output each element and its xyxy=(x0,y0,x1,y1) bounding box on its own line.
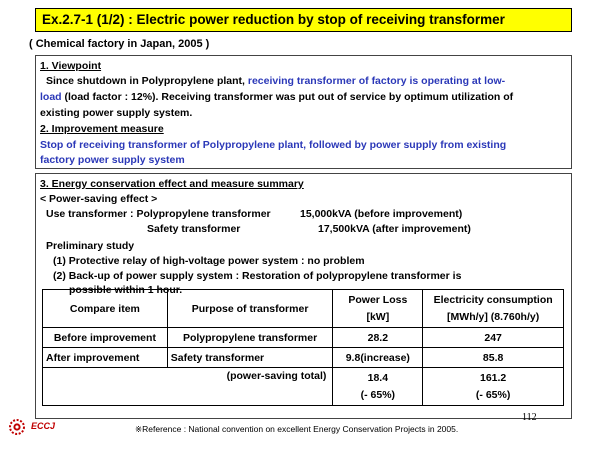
row-compare-item: Before improvement xyxy=(43,328,168,348)
total-power-loss-pct: (- 65%) xyxy=(360,388,396,401)
row-purpose: Safety transformer xyxy=(167,348,333,368)
viewpoint-line-2-black: (load factor : 12%). Receiving transformer was put out of service by optimum utilization of xyxy=(61,91,514,103)
row-purpose: Polypropylene transformer xyxy=(167,328,333,348)
power-saving-heading: < Power-saving effect > xyxy=(40,193,158,205)
header-consumption-unit: [MWh/y] (8.760h/y) xyxy=(447,310,540,323)
header-consumption xyxy=(423,290,564,328)
eccj-logo-icon xyxy=(7,417,27,437)
viewpoint-line-3: existing power supply system. xyxy=(40,107,193,119)
table-header-row xyxy=(43,290,564,328)
use-transformer-label: Use transformer : Polypropylene transformer xyxy=(46,208,271,220)
comparison-table xyxy=(42,289,564,406)
page-number: 112 xyxy=(522,412,537,423)
row-consumption: 85.8 xyxy=(423,348,564,368)
header-compare-item: Compare item xyxy=(43,290,168,328)
improvement-line-2: factory power supply system xyxy=(40,154,185,166)
improvement-heading: 2. Improvement measure xyxy=(40,123,164,135)
table-row xyxy=(43,348,564,368)
header-power-loss-title: Power Loss xyxy=(348,293,408,306)
preliminary-item-2-cont: possible within 1 hour. xyxy=(69,284,183,296)
header-power-loss-unit: [kW] xyxy=(366,310,390,323)
row-consumption: 247 xyxy=(423,328,564,348)
total-power-loss-value: 18.4 xyxy=(367,371,389,384)
page-title: Ex.2.7-1 (1/2) : Electric power reduction by stop of receiving transformer xyxy=(35,8,572,32)
table-row xyxy=(43,328,564,348)
total-consumption xyxy=(423,368,564,406)
improvement-line-1: Stop of receiving transformer of Polypropylene plant, followed by power supply from existing xyxy=(40,139,507,151)
reference-note: ※Reference : National convention on excellent Energy Conservation Projects in 2005. xyxy=(135,424,459,434)
row-compare-item: After improvement xyxy=(43,348,168,368)
preliminary-item-2: (2) Back-up of power supply system : Restoration of polypropylene transformer is xyxy=(53,270,462,282)
total-consumption-value: 161.2 xyxy=(480,371,507,384)
total-consumption-pct: (- 65%) xyxy=(475,388,511,401)
logo-text: ECCJ xyxy=(31,421,56,431)
viewpoint-line-1-blue: receiving transformer of factory is operating at low- xyxy=(247,75,506,87)
row-power-loss: 9.8(increase) xyxy=(333,348,423,368)
preliminary-heading: Preliminary study xyxy=(46,240,135,252)
header-consumption-title: Electricity consumption xyxy=(433,293,553,306)
viewpoint-line-1-black: Since shutdown in Polypropylene plant, xyxy=(46,75,248,87)
use-transformer-value: 15,000kVA (before improvement) xyxy=(300,208,463,220)
row-power-loss: 28.2 xyxy=(333,328,423,348)
page-subtitle: ( Chemical factory in Japan, 2005 ) xyxy=(29,38,210,50)
safety-transformer-value: 17,500kVA (after improvement) xyxy=(318,223,471,235)
total-power-loss xyxy=(333,368,423,406)
header-purpose: Purpose of transformer xyxy=(167,290,333,328)
viewpoint-line-2-blue: load xyxy=(40,91,62,103)
effect-heading: 3. Energy conservation effect and measure summary xyxy=(40,178,304,190)
header-power-loss xyxy=(333,290,423,328)
total-label: (power-saving total) xyxy=(43,368,333,406)
table-total-row xyxy=(43,368,564,406)
viewpoint-heading: 1. Viewpoint xyxy=(40,60,102,72)
preliminary-item-1: (1) Protective relay of high-voltage power system : no problem xyxy=(53,255,365,267)
safety-transformer-label: Safety transformer xyxy=(147,223,241,235)
